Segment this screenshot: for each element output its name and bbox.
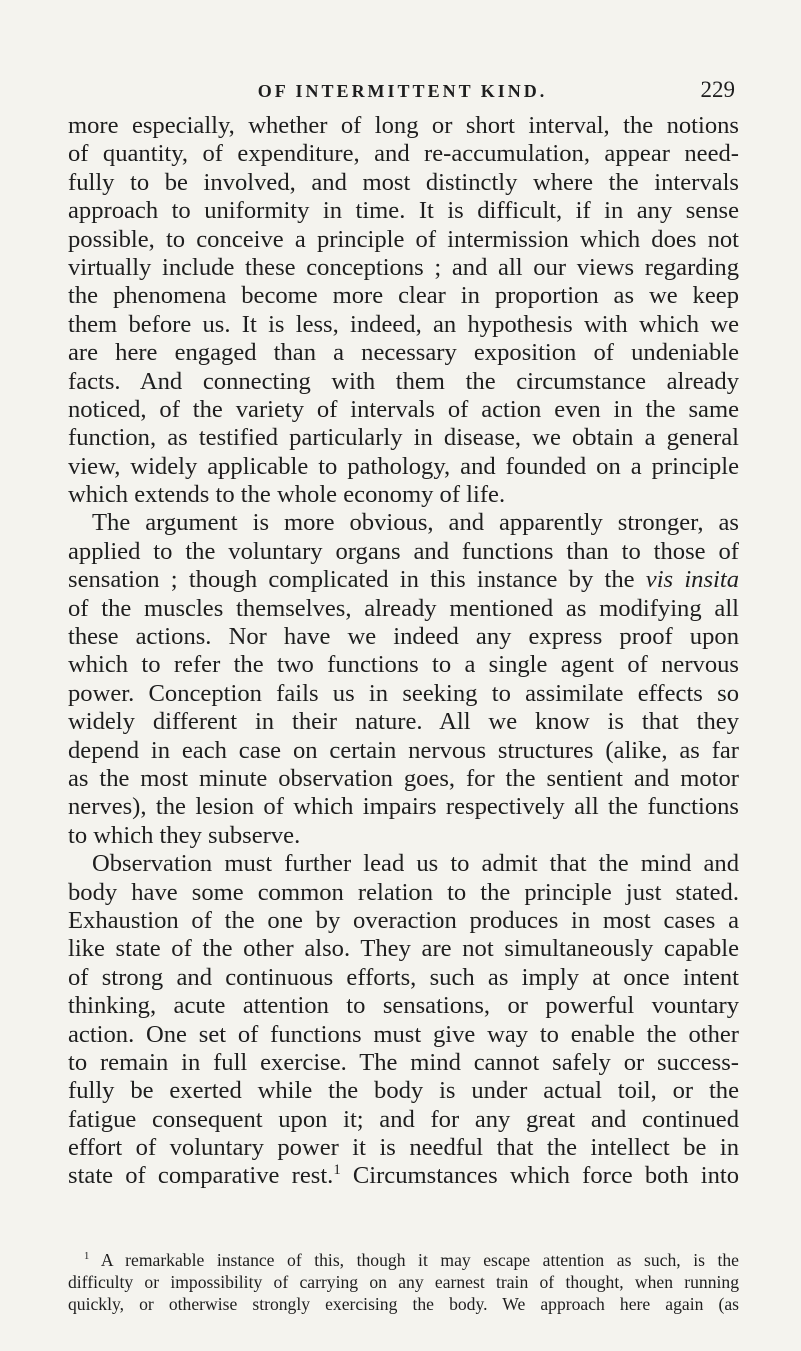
footnotes — [68, 1249, 739, 1315]
text-line: nerves), the lesion of which impairs respectively all the functions — [68, 793, 739, 821]
text-line: action. One set of functions must give way to enable the other — [68, 1020, 739, 1048]
text-line: Exhaustion of the one by overaction produces in most cases a — [68, 906, 739, 934]
text-line: noticed, of the variety of intervals of action even in the same — [68, 395, 739, 423]
text-line: virtually include these conceptions ; and all our views regarding — [68, 253, 739, 281]
text-line: them before us. It is less, indeed, an hypothesis with which we — [68, 310, 739, 338]
text-line: body have some common relation to the principle just stated. — [68, 878, 739, 906]
text-line: are here engaged than a necessary exposition of undeniable — [68, 339, 739, 367]
footnote-line: difficulty or impossibility of carrying on any earnest train of thought, when running — [68, 1272, 739, 1292]
running-head: OF INTERMITTENT KIND. — [257, 80, 548, 101]
text-line: to remain in full exercise. The mind cannot safely or success- — [68, 1048, 739, 1076]
footnote-line: quickly, or otherwise strongly exercising the body. We approach here again (as — [68, 1294, 739, 1314]
text-line: like state of the other also. They are not simultaneously capable — [68, 935, 739, 963]
text-line: which extends to the whole economy of life. — [68, 481, 506, 509]
text-line: of the muscles themselves, already mentioned as modifying all — [68, 594, 739, 622]
text-line: approach to uniformity in time. It is difficult, if in any sense — [68, 197, 739, 225]
paragraph-start: The argument is more obvious, and apparently stronger, as — [92, 509, 739, 537]
body-text — [68, 112, 739, 1191]
text-line: view, widely applicable to pathology, and founded on a principle — [68, 452, 739, 480]
text-line: effort of voluntary power it is needful that the intellect be in — [68, 1134, 739, 1162]
text-fragment: sensation ; though complicated in this instance by the — [68, 566, 646, 594]
footnote-marker: 1 — [84, 1251, 90, 1263]
text-line: the phenomena become more clear in proportion as we keep — [68, 282, 739, 310]
text-line: more especially, whether of long or short interval, the notions — [68, 112, 739, 139]
text-line: applied to the voluntary organs and functions than to those of — [68, 537, 739, 565]
page-number: 229 — [700, 77, 735, 102]
text-line-with-italic — [68, 566, 739, 594]
text-line: which to refer the two functions to a single agent of nervous — [68, 651, 739, 679]
text-line: these actions. Nor have we indeed any express proof upon — [68, 623, 739, 651]
text-line: power. Conception fails us in seeking to assimilate effects so — [68, 679, 739, 707]
text-fragment: Circumstances which force both into — [352, 1162, 739, 1190]
text-line-with-footnote-ref — [68, 1162, 739, 1190]
text-line: to which they subserve. — [68, 821, 301, 849]
text-line: depend in each case on certain nervous structures (alike, as far — [68, 736, 739, 764]
text-line: of quantity, of expenditure, and re-accumulation, appear need- — [68, 140, 739, 168]
paragraph-start: Observation must further lead us to admit that the mind and — [92, 850, 739, 878]
text-line: of strong and continuous efforts, such as imply at once intent — [68, 963, 739, 991]
text-line: facts. And connecting with them the circumstance already — [68, 367, 739, 395]
text-line: fatigue consequent upon it; and for any great and continued — [68, 1105, 739, 1133]
text-line: possible, to conceive a principle of intermission which does not — [68, 225, 739, 253]
text-line: function, as testified particularly in disease, we obtain a general — [68, 424, 739, 452]
text-line: fully to be involved, and most distinctly where the intervals — [68, 168, 739, 196]
footnote-line — [68, 1249, 739, 1271]
italic-phrase: vis insita — [645, 566, 739, 594]
page-header — [70, 76, 735, 106]
footnote-text: A remarkable instance of this, though it may escape attention as such, is the — [100, 1250, 739, 1270]
text-line: thinking, acute attention to sensations, or powerful vountary — [68, 992, 739, 1020]
text-fragment: state of comparative rest. — [68, 1162, 334, 1190]
text-line: fully be exerted while the body is under actual toil, or the — [68, 1077, 739, 1105]
footnote-reference[interactable]: 1 — [333, 1162, 341, 1179]
text-line: as the most minute observation goes, for the sentient and motor — [68, 764, 739, 792]
text-line: widely different in their nature. All we know is that they — [68, 708, 739, 736]
